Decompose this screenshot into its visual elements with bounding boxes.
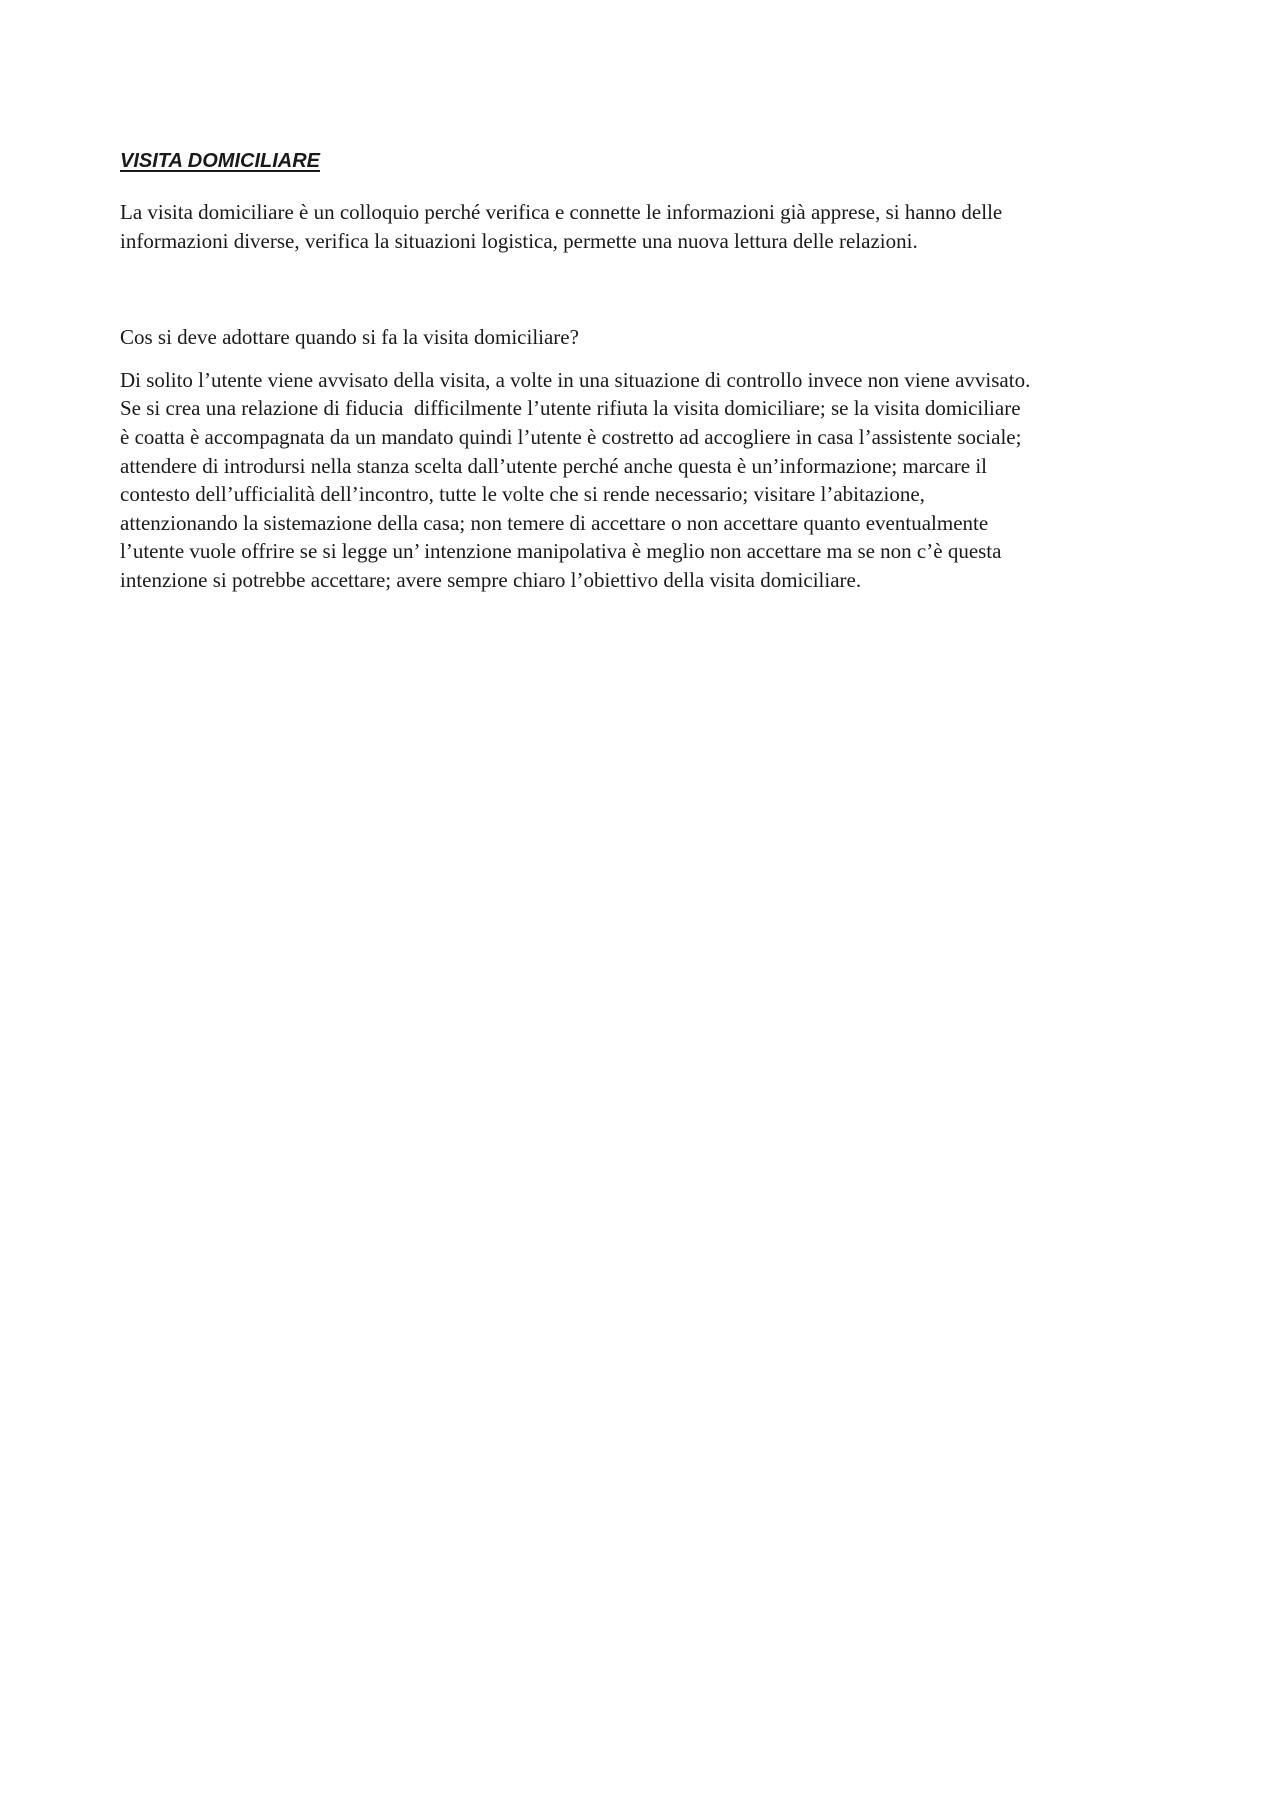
question-paragraph: Cos si deve adottare quando si fa la visita domiciliare? bbox=[120, 325, 579, 350]
intro-paragraph: La visita domiciliare è un colloquio perché verifica e connette le informazioni già apprese, si hanno delle informazioni diverse, verifica la situazioni logistica, permette una nuova lettura delle relazioni. bbox=[120, 200, 1003, 253]
document-body bbox=[120, 148, 1160, 595]
document-title: VISITA DOMICILIARE bbox=[120, 150, 320, 172]
answer-paragraph: Di solito l’utente viene avvisato della visita, a volte in una situazione di controllo invece non viene avvisato. Se si crea una relazione di fiducia difficilmente l’utente rifiuta la visita domiciliare; se la visita domiciliare è coatta è accompagnata da un mandato quindi l’utente è costretto ad accogliere in casa l’assistente sociale; attendere di introdursi nella stanza scelta dall’utente perché anche questa è un’informazione; marcare il contesto dell’ufficialità dell’incontro, tutte le volte che si rende necessario; visitare l’abitazione, attenzionando la sistemazione della casa; non temere di accettare o non accettare quanto eventualmente l’utente vuole offrire se si legge un’ intenzione manipolativa è meglio non accettare ma se non c’è questa intenzione si potrebbe accettare; avere sempre chiaro l’obiettivo della visita domiciliare. bbox=[120, 367, 1031, 592]
